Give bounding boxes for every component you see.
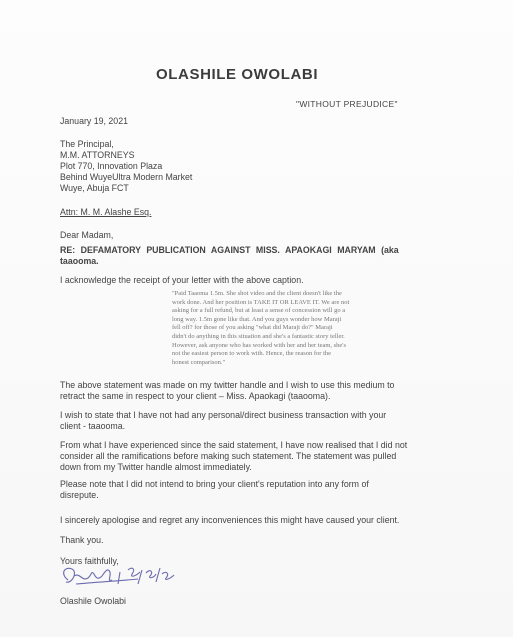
quote-line: "Paid Taaoma 1.5m. She shot video and the client doesn't like the (172, 290, 342, 297)
recipient-line: M.M. ATTORNEYS (60, 150, 135, 160)
paragraph-line: I wish to state that I have not had any personal/direct business transaction with your (60, 410, 387, 420)
recipient-line: Behind WuyeUltra Modern Market (60, 172, 193, 182)
paragraph-line: down from my Twitter handle almost immediately. (60, 462, 252, 472)
acknowledgement: I acknowledge the receipt of your letter with the above caption. (60, 275, 304, 285)
handwritten-signature (58, 560, 188, 594)
paragraph-disrepute (60, 479, 500, 501)
paragraph-line: retract the same in respect to your client – Miss. Apaokagi (taaooma). (60, 391, 331, 401)
paragraph-line: Please note that I did not intend to bring your client's reputation into any form of (60, 479, 369, 489)
recipient-line: The Principal, (60, 139, 114, 149)
quote-line: However, ask anyone who has worked with her and her team, she's (172, 341, 347, 349)
author-name: OLASHILE OWOLABI (156, 66, 319, 83)
quote-line: didn't do anything in this situation and she's a fantastic story teller. (172, 332, 345, 340)
paragraph-apology (60, 515, 500, 526)
quote-line: honest comparison." (172, 358, 226, 366)
recipient-line: Plot 770, Innovation Plaza (60, 161, 163, 171)
paragraph-line: disrepute. (60, 490, 99, 500)
paragraph-line: client - taaooma. (60, 421, 126, 431)
signatory-name: Olashile Owolabi (60, 596, 127, 606)
letter-date: January 19, 2021 (60, 116, 128, 126)
closing-line: Yours faithfully, (60, 556, 119, 566)
paragraph-line: From what I have experienced since the said statement, I have now realised that I did not (60, 440, 408, 450)
paragraph-line: consider all the ramifications before making such statement. The statement was pulled (60, 451, 397, 461)
attention-line: Attn: M. M. Alashe Esq. (60, 207, 152, 217)
paragraph-no-transaction (60, 410, 500, 432)
quote-line: work done. And her position is TAKE IT OR LEAVE IT. We are not (172, 298, 350, 306)
quote-line: fell off? for those of you asking "what did Maraji do?" Maraji (172, 324, 333, 332)
quote-line: not the easiest person to work with. Hence, the reason for the (172, 350, 332, 358)
paragraph-retraction (60, 380, 500, 402)
subject-line-1: RE: DEFAMATORY PUBLICATION AGAINST MISS. APAOKAGI MARYAM (aka (60, 245, 399, 255)
paragraph-line: The above statement was made on my twitter handle and I wish to use this medium to (60, 380, 395, 390)
thanks-line: Thank you. (60, 535, 104, 545)
prejudice-mark: "WITHOUT PREJUDICE" (296, 99, 398, 109)
quote-line: long way. 1.5m gone like that. And you guys wonder how Maraji (172, 315, 342, 323)
subject-line-2: taaooma. (60, 256, 99, 266)
signature-date (134, 565, 135, 566)
paragraph-line: I sincerely apologise and regret any inconveniences this might have caused your client. (60, 515, 400, 525)
subject-line (60, 245, 480, 267)
quoted-tweet (172, 290, 430, 367)
salutation: Dear Madam, (60, 230, 114, 240)
recipient-line: Wuye, Abuja FCT (60, 183, 129, 193)
quote-line: asking for a full refund, but at least a sense of concession will go a (172, 307, 346, 315)
paragraph-ramifications (60, 440, 500, 473)
recipient-address (60, 139, 192, 194)
